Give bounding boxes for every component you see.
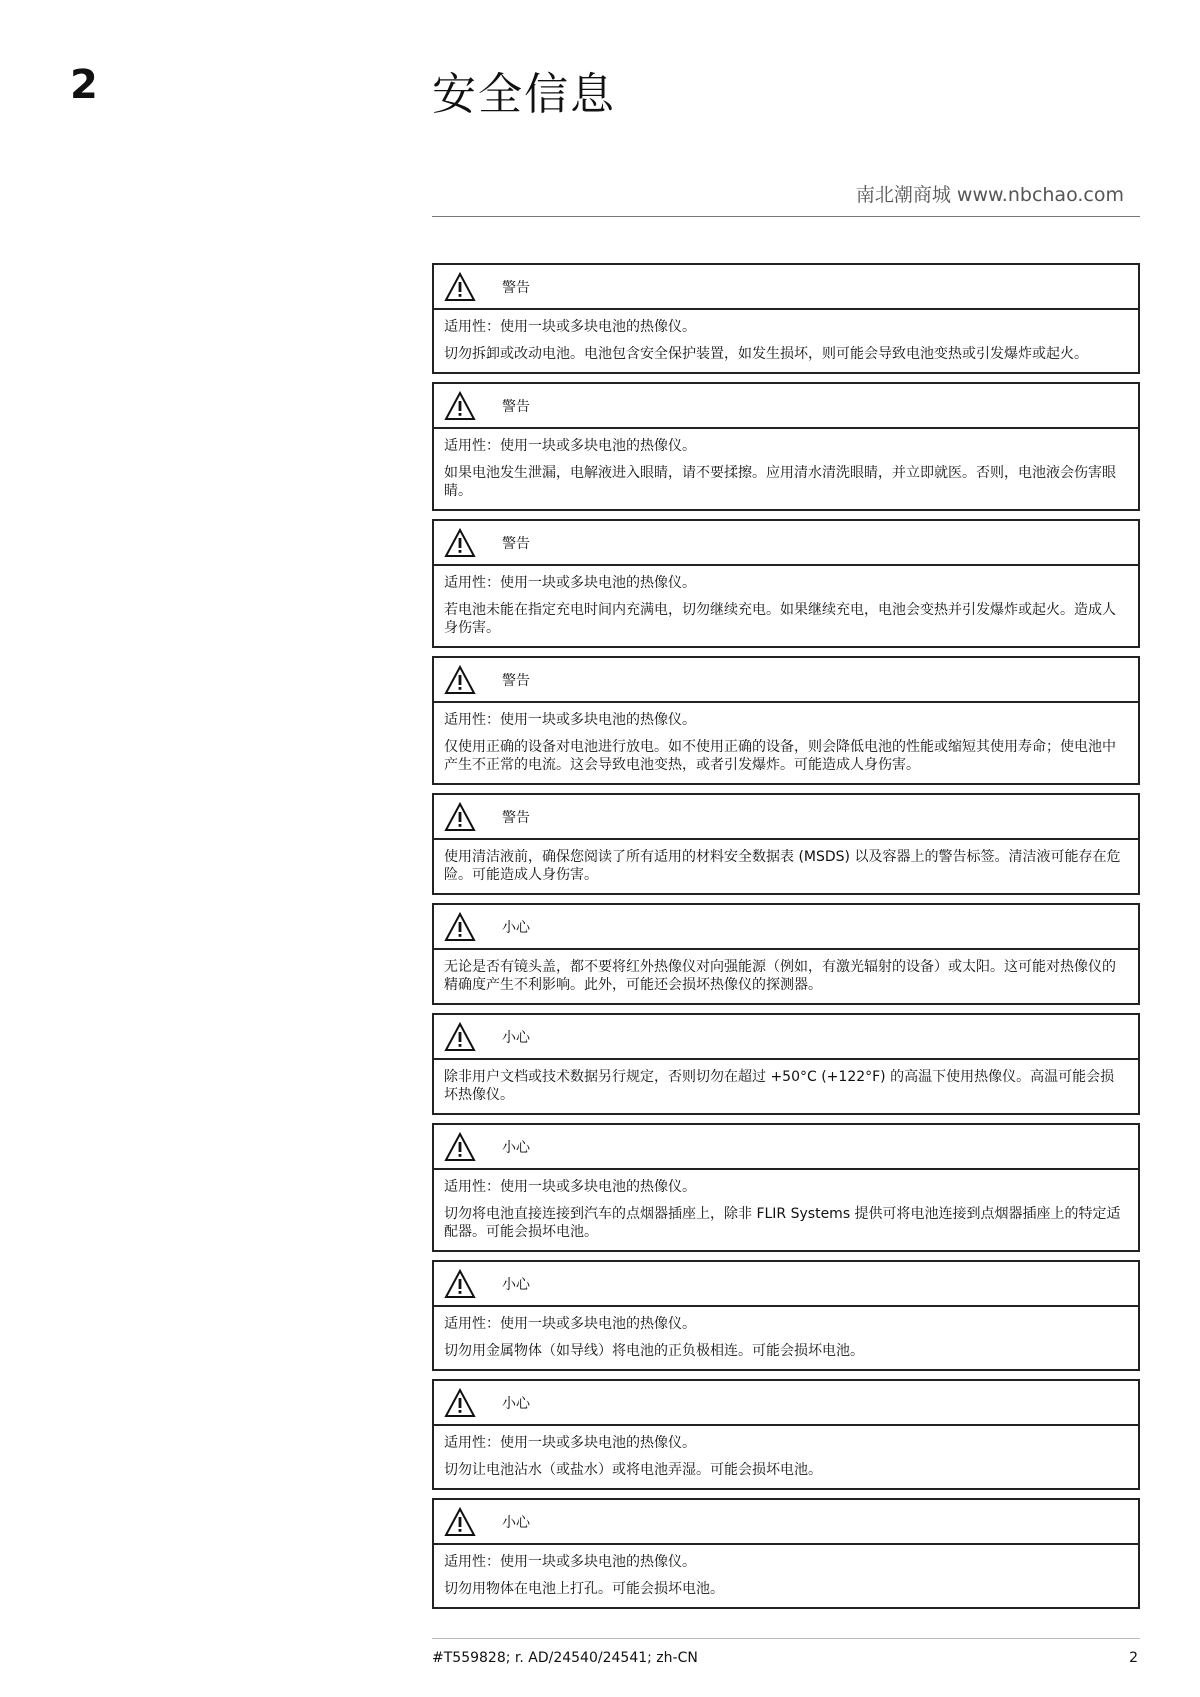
- notice-text: 适用性：使用一块或多块电池的热像仪。: [444, 712, 696, 728]
- header-divider: [432, 216, 1140, 217]
- notice-header: [434, 1262, 1138, 1307]
- notice-text: 适用性：使用一块或多块电池的热像仪。: [444, 438, 696, 454]
- notice-header: [434, 905, 1138, 950]
- safety-notice: [432, 656, 1140, 785]
- chapter-title: 安全信息: [432, 69, 616, 120]
- notice-text: 若电池未能在指定充电时间内充满电，切勿继续充电。如果继续充电，电池会变热并引发爆炸或起火。造成人身伤害。: [444, 602, 1116, 636]
- notice-label: 小心: [502, 1139, 530, 1156]
- notice-label: 小心: [502, 1029, 530, 1046]
- safety-notice: [432, 1123, 1140, 1252]
- notice-label: 警告: [502, 398, 530, 415]
- notice-text: 切勿拆卸或改动电池。电池包含安全保护装置，如发生损坏，则可能会导致电池变热或引发爆炸或起火。: [444, 346, 1088, 362]
- notice-body: [434, 1170, 1138, 1250]
- notice-label: 小心: [502, 1276, 530, 1293]
- safety-notice: [432, 1260, 1140, 1371]
- notice-header: [434, 1015, 1138, 1060]
- notice-header: [434, 1500, 1138, 1545]
- safety-notice: [432, 1379, 1140, 1490]
- safety-notice: [432, 793, 1140, 895]
- notice-label: 警告: [502, 279, 530, 296]
- warning-triangle-icon: [444, 912, 476, 942]
- notice-text: 适用性：使用一块或多块电池的热像仪。: [444, 319, 696, 335]
- notice-text: 适用性：使用一块或多块电池的热像仪。: [444, 1554, 696, 1570]
- notice-header: [434, 521, 1138, 566]
- warning-triangle-icon: [444, 802, 476, 832]
- notice-label: 警告: [502, 535, 530, 552]
- notice-text: 除非用户文档或技术数据另行规定，否则切勿在超过 +50°C (+122°F) 的高温下使用热像仪。高温可能会损坏热像仪。: [444, 1069, 1115, 1103]
- safety-notice-list: [432, 263, 1140, 1617]
- notice-label: 小心: [502, 919, 530, 936]
- warning-triangle-icon: [444, 1507, 476, 1537]
- notice-label: 小心: [502, 1395, 530, 1412]
- watermark-text: 南北潮商城 www.nbchao.com: [855, 184, 1124, 206]
- notice-text: 仅使用正确的设备对电池进行放电。如不使用正确的设备，则会降低电池的性能或缩短其使用寿命；使电池中产生不正常的电流。这会导致电池变热，或者引发爆炸。可能造成人身伤害。: [444, 739, 1116, 773]
- notice-header: [434, 658, 1138, 703]
- notice-header: [434, 1381, 1138, 1426]
- notice-body: [434, 1307, 1138, 1369]
- chapter-number: 2: [70, 62, 98, 108]
- notice-text: 使用清洁液前，确保您阅读了所有适用的材料安全数据表 (MSDS) 以及容器上的警告标签。清洁液可能存在危险。可能造成人身伤害。: [444, 849, 1121, 883]
- safety-notice: [432, 1498, 1140, 1609]
- notice-label: 小心: [502, 1514, 530, 1531]
- notice-body: [434, 1545, 1138, 1607]
- warning-triangle-icon: [444, 665, 476, 695]
- notice-body: [434, 566, 1138, 646]
- notice-header: [434, 265, 1138, 310]
- notice-text: 适用性：使用一块或多块电池的热像仪。: [444, 575, 696, 591]
- notice-body: [434, 1060, 1138, 1113]
- page-number: 2: [1129, 1650, 1138, 1666]
- warning-triangle-icon: [444, 1269, 476, 1299]
- notice-header: [434, 795, 1138, 840]
- notice-text: 切勿用金属物体（如导线）将电池的正负极相连。可能会损坏电池。: [444, 1343, 864, 1359]
- notice-body: [434, 1426, 1138, 1488]
- warning-triangle-icon: [444, 391, 476, 421]
- notice-text: 切勿将电池直接连接到汽车的点烟器插座上，除非 FLIR Systems 提供可将电池连接到点烟器插座上的特定适配器。可能会损坏电池。: [444, 1206, 1121, 1240]
- notice-body: [434, 950, 1138, 1003]
- safety-notice: [432, 903, 1140, 1005]
- notice-label: 警告: [502, 809, 530, 826]
- warning-triangle-icon: [444, 272, 476, 302]
- footer-doc-reference: #T559828; r. AD/24540/24541; zh-CN: [432, 1650, 698, 1666]
- safety-notice: [432, 519, 1140, 648]
- notice-text: 切勿让电池沾水（或盐水）或将电池弄湿。可能会损坏电池。: [444, 1462, 822, 1478]
- safety-notice: [432, 263, 1140, 374]
- warning-triangle-icon: [444, 1022, 476, 1052]
- warning-triangle-icon: [444, 1388, 476, 1418]
- safety-notice: [432, 382, 1140, 511]
- footer-divider: [432, 1638, 1140, 1639]
- warning-triangle-icon: [444, 1132, 476, 1162]
- notice-text: 无论是否有镜头盖，都不要将红外热像仪对向强能源（例如，有激光辐射的设备）或太阳。这可能对热像仪的精确度产生不利影响。此外，可能还会损坏热像仪的探测器。: [444, 959, 1116, 993]
- notice-text: 适用性：使用一块或多块电池的热像仪。: [444, 1316, 696, 1332]
- notice-text: 适用性：使用一块或多块电池的热像仪。: [444, 1435, 696, 1451]
- notice-body: [434, 310, 1138, 372]
- safety-notice: [432, 1013, 1140, 1115]
- notice-body: [434, 840, 1138, 893]
- notice-body: [434, 429, 1138, 509]
- notice-text: 适用性：使用一块或多块电池的热像仪。: [444, 1179, 696, 1195]
- warning-triangle-icon: [444, 528, 476, 558]
- notice-header: [434, 384, 1138, 429]
- notice-text: 如果电池发生泄漏，电解液进入眼睛，请不要揉擦。应用清水清洗眼睛，并立即就医。否则，电池液会伤害眼睛。: [444, 465, 1116, 499]
- notice-header: [434, 1125, 1138, 1170]
- notice-body: [434, 703, 1138, 783]
- notice-text: 切勿用物体在电池上打孔。可能会损坏电池。: [444, 1581, 724, 1597]
- notice-label: 警告: [502, 672, 530, 689]
